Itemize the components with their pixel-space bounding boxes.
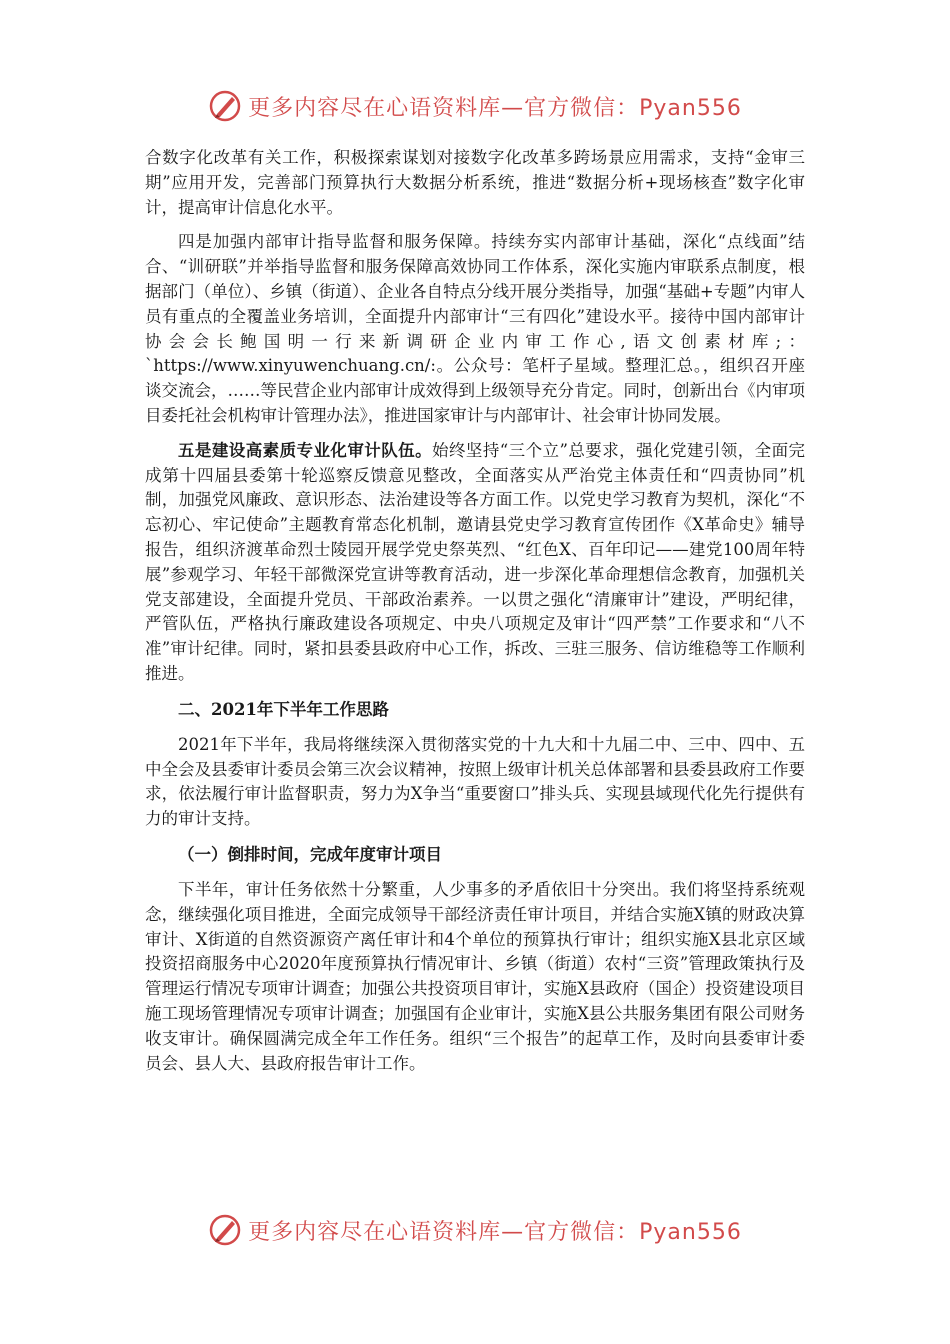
document-body bbox=[145, 146, 805, 1086]
subsection-heading: （一）倒排时间，完成年度审计项目 bbox=[178, 844, 442, 864]
paragraph-body: 始终坚持“三个立”总要求，强化党建引领，全面完成第十四届县委第十轮巡察反馈意见整改，全面落实从严治党主体责任和“四责协同”机制，加强党风廉政、意识形态、法治建设等各方面工作。以党史学习教育为契机，深化“不忘初心、牢记使命”主题教育常态化机制，邀请县党史学习教育宣传团作《X革命史》辅导报告，组织济渡革命烈士陵园开展学党史祭英烈、“红色X、百年印记——建党100周年特展”参观学习、年轻干部微深党宣讲等教育活动，进一步深化革命理想信念教育，加强机关党支部建设，全面提升党员、干部政治素养。一以贯之强化“清廉审计”建设，严明纪律，严管队伍，严格执行廉政建设各项规定、中央八项规定及审计“四严禁”工作要求和“八不准”审计纪律。同时，紧扣县委县政府中心工作，拆改、三驻三服务、信访维稳等工作顺利推进。 bbox=[145, 440, 806, 683]
paragraph-lead: 五是建设高素质专业化审计队伍。 bbox=[178, 440, 433, 460]
paragraph: 下半年，审计任务依然十分繁重，人少事多的矛盾依旧十分突出。我们将坚持系统观念，继续强化项目推进，全面完成领导干部经济责任审计项目，并结合实施X镇的财政决算审计、X街道的自然资源资产离任审计和4个单位的预算执行审计；组织实施X县北京区域投资招商服务中心2020年度预算执行情况审计、乡镇（街道）农村“三资”管理政策执行及管理运行情况专项审计调查；加强公共投资项目审计，实施X县政府（国企）投资建设项目施工现场管理情况专项审计调查；加强国有企业审计，实施X县公共服务集团有限公司财务收支审计。确保圆满完成全年工作任务。组织“三个报告”的起草工作，及时向县委审计委员会、县人大、县政府报告审计工作。 bbox=[145, 879, 805, 1073]
section-heading: 二、2021年下半年工作思路 bbox=[178, 699, 389, 719]
watermark-text: 更多内容尽在心语资料库—官方微信：Pyan556 bbox=[248, 95, 742, 121]
watermark-footer bbox=[0, 1210, 950, 1250]
paragraph: 2021年下半年，我局将继续深入贯彻落实党的十九大和十九届二中、三中、四中、五中全会及县委审计委员会第三次会议精神，按照上级审计机关总体部署和县委县政府工作要求，依法履行审计监督职责，努力为X争当“重要窗口”排头兵、实现县域现代化先行提供有力的审计支持。 bbox=[145, 734, 805, 829]
paragraph bbox=[145, 439, 805, 687]
paragraph: 四是加强内部审计指导监督和服务保障。持续夯实内部审计基础，深化“点线面”结合、“训研联”并举指导监督和服务保障高效协同工作体系，深化实施内审联系点制度，根据部门（单位）、乡镇（街道）、企业各自特点分线开展分类指导，加强“基础+专题”内审人员有重点的全覆盖业务培训，全面提升内部审计“三有四化”建设水平。接待中国内部审计协会会长鲍国明一行来新调研企业内审工作心,语文创素材库;：`https://www.xinyuwenchuang.cn/:。公众号：笔杆子星域。整理汇总。，组织召开座谈交流会，……等民营企业内部审计成效得到上级领导充分肯定。同时，创新出台《内审项目委托社会机构审计管理办法》，推进国家审计与内部审计、社会审计协同发展。 bbox=[145, 232, 805, 425]
paragraph: 合数字化改革有关工作，积极探索谋划对接数字化改革多跨场景应用需求，支持“金审三期”应用开发，完善部门预算执行大数据分析系统，推进“数据分析+现场核查”数字化审计，提高审计信息化水平。 bbox=[145, 148, 805, 217]
pen-logo-icon bbox=[208, 89, 242, 123]
pen-logo-icon bbox=[208, 1213, 242, 1247]
watermark-header bbox=[0, 86, 950, 126]
watermark-text: 更多内容尽在心语资料库—官方微信：Pyan556 bbox=[248, 1219, 742, 1245]
